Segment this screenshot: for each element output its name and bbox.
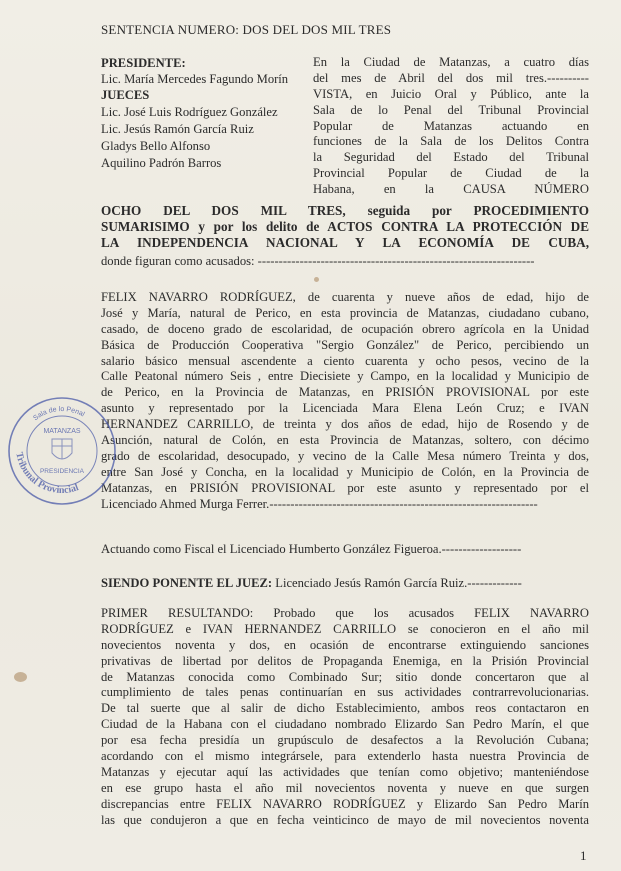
intro-full-line: SUMARISIMO y por los delito de ACTOS CONTRA LA PROTECCIÓN DE xyxy=(101,218,589,234)
paragraph-line: RODRÍGUEZ e IVAN HERNANDEZ CARRILLO se conocieron en el año mil xyxy=(101,621,589,636)
judge-name: Aquilino Padrón Barros xyxy=(101,156,222,170)
accused-paragraph xyxy=(101,290,589,512)
paragraph-line: cumplimiento de tales penas continuarían en sus actividades contrarrevolucionarias. xyxy=(101,685,589,700)
stamp-center-text: MATANZAS xyxy=(43,428,81,435)
paragraph-line: las que condujeron a que en fecha veinticinco de mayo de mil novecientos noventa xyxy=(101,812,589,827)
paragraph-line: de Perico, en la Provincia de Matanzas, en PRISIÓN PROVISIONAL por este xyxy=(101,385,589,400)
stamp-bottom-text: PRESIDENCIA xyxy=(39,468,85,475)
stain xyxy=(14,672,27,682)
paragraph-line: FELIX NAVARRO RODRÍGUEZ, de cuarenta y nueve años de edad, hijo de xyxy=(101,290,589,304)
stamp-inner-text: Sala de lo Penal xyxy=(32,405,86,423)
paragraph-line: por esa fecha presidía un grupúsculo de desafectos a la Revolución Cubana; xyxy=(101,733,589,748)
ponente-label: SIENDO PONENTE EL JUEZ: xyxy=(101,576,273,590)
president-name: Lic. María Mercedes Fagundo Morín xyxy=(101,72,289,86)
ponente-text: Licenciado Jesús Ramón García Ruiz.------------- xyxy=(272,576,522,590)
paragraph-line: Matanzas, en PRISIÓN PROVISIONAL por este asunto y representado por el xyxy=(101,480,589,495)
accused-intro-line: donde figuran como acusados: ------------------------------------------------------------------ xyxy=(101,254,535,268)
judge-name: Lic. José Luis Rodríguez González xyxy=(101,105,278,119)
intro-line: funciones de la Sala de los Delitos Contra xyxy=(313,134,589,149)
paragraph-line: Licenciado Ahmed Murga Ferrer.---------------------------------------------------------------- xyxy=(101,496,538,511)
paragraph-line: salario básico mensual ascendente a ciento cuarenta y ocho pesos, vecino de la xyxy=(101,353,589,368)
paragraph-line: novecientos noventa y dos, en ocasión de encontrarse extinguiendo sanciones xyxy=(101,637,589,652)
sentence-title: SENTENCIA NUMERO: DOS DEL DOS MIL TRES xyxy=(101,22,392,37)
paragraph-line: de Matanzas conocida como Combinado Sur; sitio donde concertaron que al xyxy=(101,669,589,684)
intro-line: del mes de Abril del dos mil tres.---------- xyxy=(313,70,589,85)
paragraph-line: asunto y representado por la Licenciada Mara Elena León Cruz; e IVAN xyxy=(101,401,589,416)
first-result-paragraph xyxy=(101,606,589,828)
judge-name: Lic. Jesús Ramón García Ruiz xyxy=(101,122,254,136)
intro-line: VISTA, en Juicio Oral y Público, ante la xyxy=(313,86,589,101)
paragraph-line: PRIMER RESULTANDO: Probado que los acusados FELIX NAVARRO xyxy=(101,606,589,620)
intro-line: Habana, en la CAUSA NÚMERO xyxy=(313,182,589,197)
paragraph-line: José y María, natural de Perico, en esta provincia de Matanzas, ciudadano cubano, xyxy=(101,305,589,320)
president-heading: PRESIDENTE: xyxy=(101,56,186,70)
intro-full-width xyxy=(101,203,589,251)
paragraph-line: Ciudad de la Habana con el ciudadano nombrado Elizardo San Pedro Marín, el que xyxy=(101,717,589,732)
paragraph-line: Asunción, natural de Colón, en esta Provincia de Matanzas, soltero, con décimo xyxy=(101,433,589,448)
paragraph-line: Matanzas y ejecutar aquí las actividades que tenían como objetivo; manteniéndose xyxy=(101,764,589,779)
intro-full-line: OCHO DEL DOS MIL TRES, seguida por PROCEDIMIENTO xyxy=(101,203,589,218)
paragraph-line: grado de escolaridad, desocupado, y vecino de la Calle Mesa número Treinta y dos, xyxy=(101,448,589,463)
paragraph-line: acordando con el mismo integrársele, para extenderlo hasta nuestra Provincia de xyxy=(101,749,589,764)
intro-line: Provincial Popular de Ciudad de la xyxy=(313,166,589,181)
judges-heading: JUECES xyxy=(101,88,150,102)
intro-right-column xyxy=(313,55,589,198)
intro-full-line: LA INDEPENDENCIA NACIONAL Y LA ECONOMÍA DE CUBA, xyxy=(101,234,589,250)
coat-of-arms-icon xyxy=(52,439,72,459)
stain xyxy=(314,277,319,282)
paragraph-line: Calle Peatonal número Seis , entre Diecisiete y Campo, en la localidad y Municipio de xyxy=(101,369,589,384)
intro-line: En la Ciudad de Matanzas, a cuatro días xyxy=(313,55,589,69)
paragraph-line: Básica de Producción Cooperativa "Sergio González" de Perico, percibiendo un xyxy=(101,337,589,352)
court-stamp xyxy=(6,395,118,507)
judge-name: Gladys Bello Alfonso xyxy=(101,139,211,153)
paragraph-line: en ese grupo hasta el año mil novecientos noventa y nueve en que surgen xyxy=(101,780,589,795)
paragraph-line: privativas de libertad por delitos de Propaganda Enemiga, en la Prisión Provincial xyxy=(101,653,589,668)
page-number: 1 xyxy=(580,848,587,863)
paragraph-line: discrepancias entre FELIX NAVARRO RODRÍGUEZ y Elizardo San Pedro Marín xyxy=(101,796,589,811)
intro-line: la Seguridad del Estado del Tribunal xyxy=(313,150,589,165)
intro-line: Sala de lo Penal del Tribunal Provincial xyxy=(313,102,589,117)
fiscal-line: Actuando como Fiscal el Licenciado Humberto González Figueroa.------------------- xyxy=(101,542,522,556)
paragraph-line: De tal suerte que al salir de dicho Establecimiento, ambos reos contactaron en xyxy=(101,701,589,716)
stamp-ring-text: Tribunal Provincial xyxy=(13,451,81,497)
ponente-line xyxy=(101,575,589,591)
paragraph-line: entre San José y Concha, en la localidad y Municipio de Colón, en la Provincia de xyxy=(101,464,589,479)
intro-line: Popular de Matanzas actuando en xyxy=(313,118,589,133)
paragraph-line: HERNANDEZ CARRILLO, de treinta y dos años de edad, hijo de Rosendo y de xyxy=(101,417,589,432)
paragraph-line: casado, de doceno grado de escolaridad, de ocupación obrero agrícola en la Unidad xyxy=(101,321,589,336)
